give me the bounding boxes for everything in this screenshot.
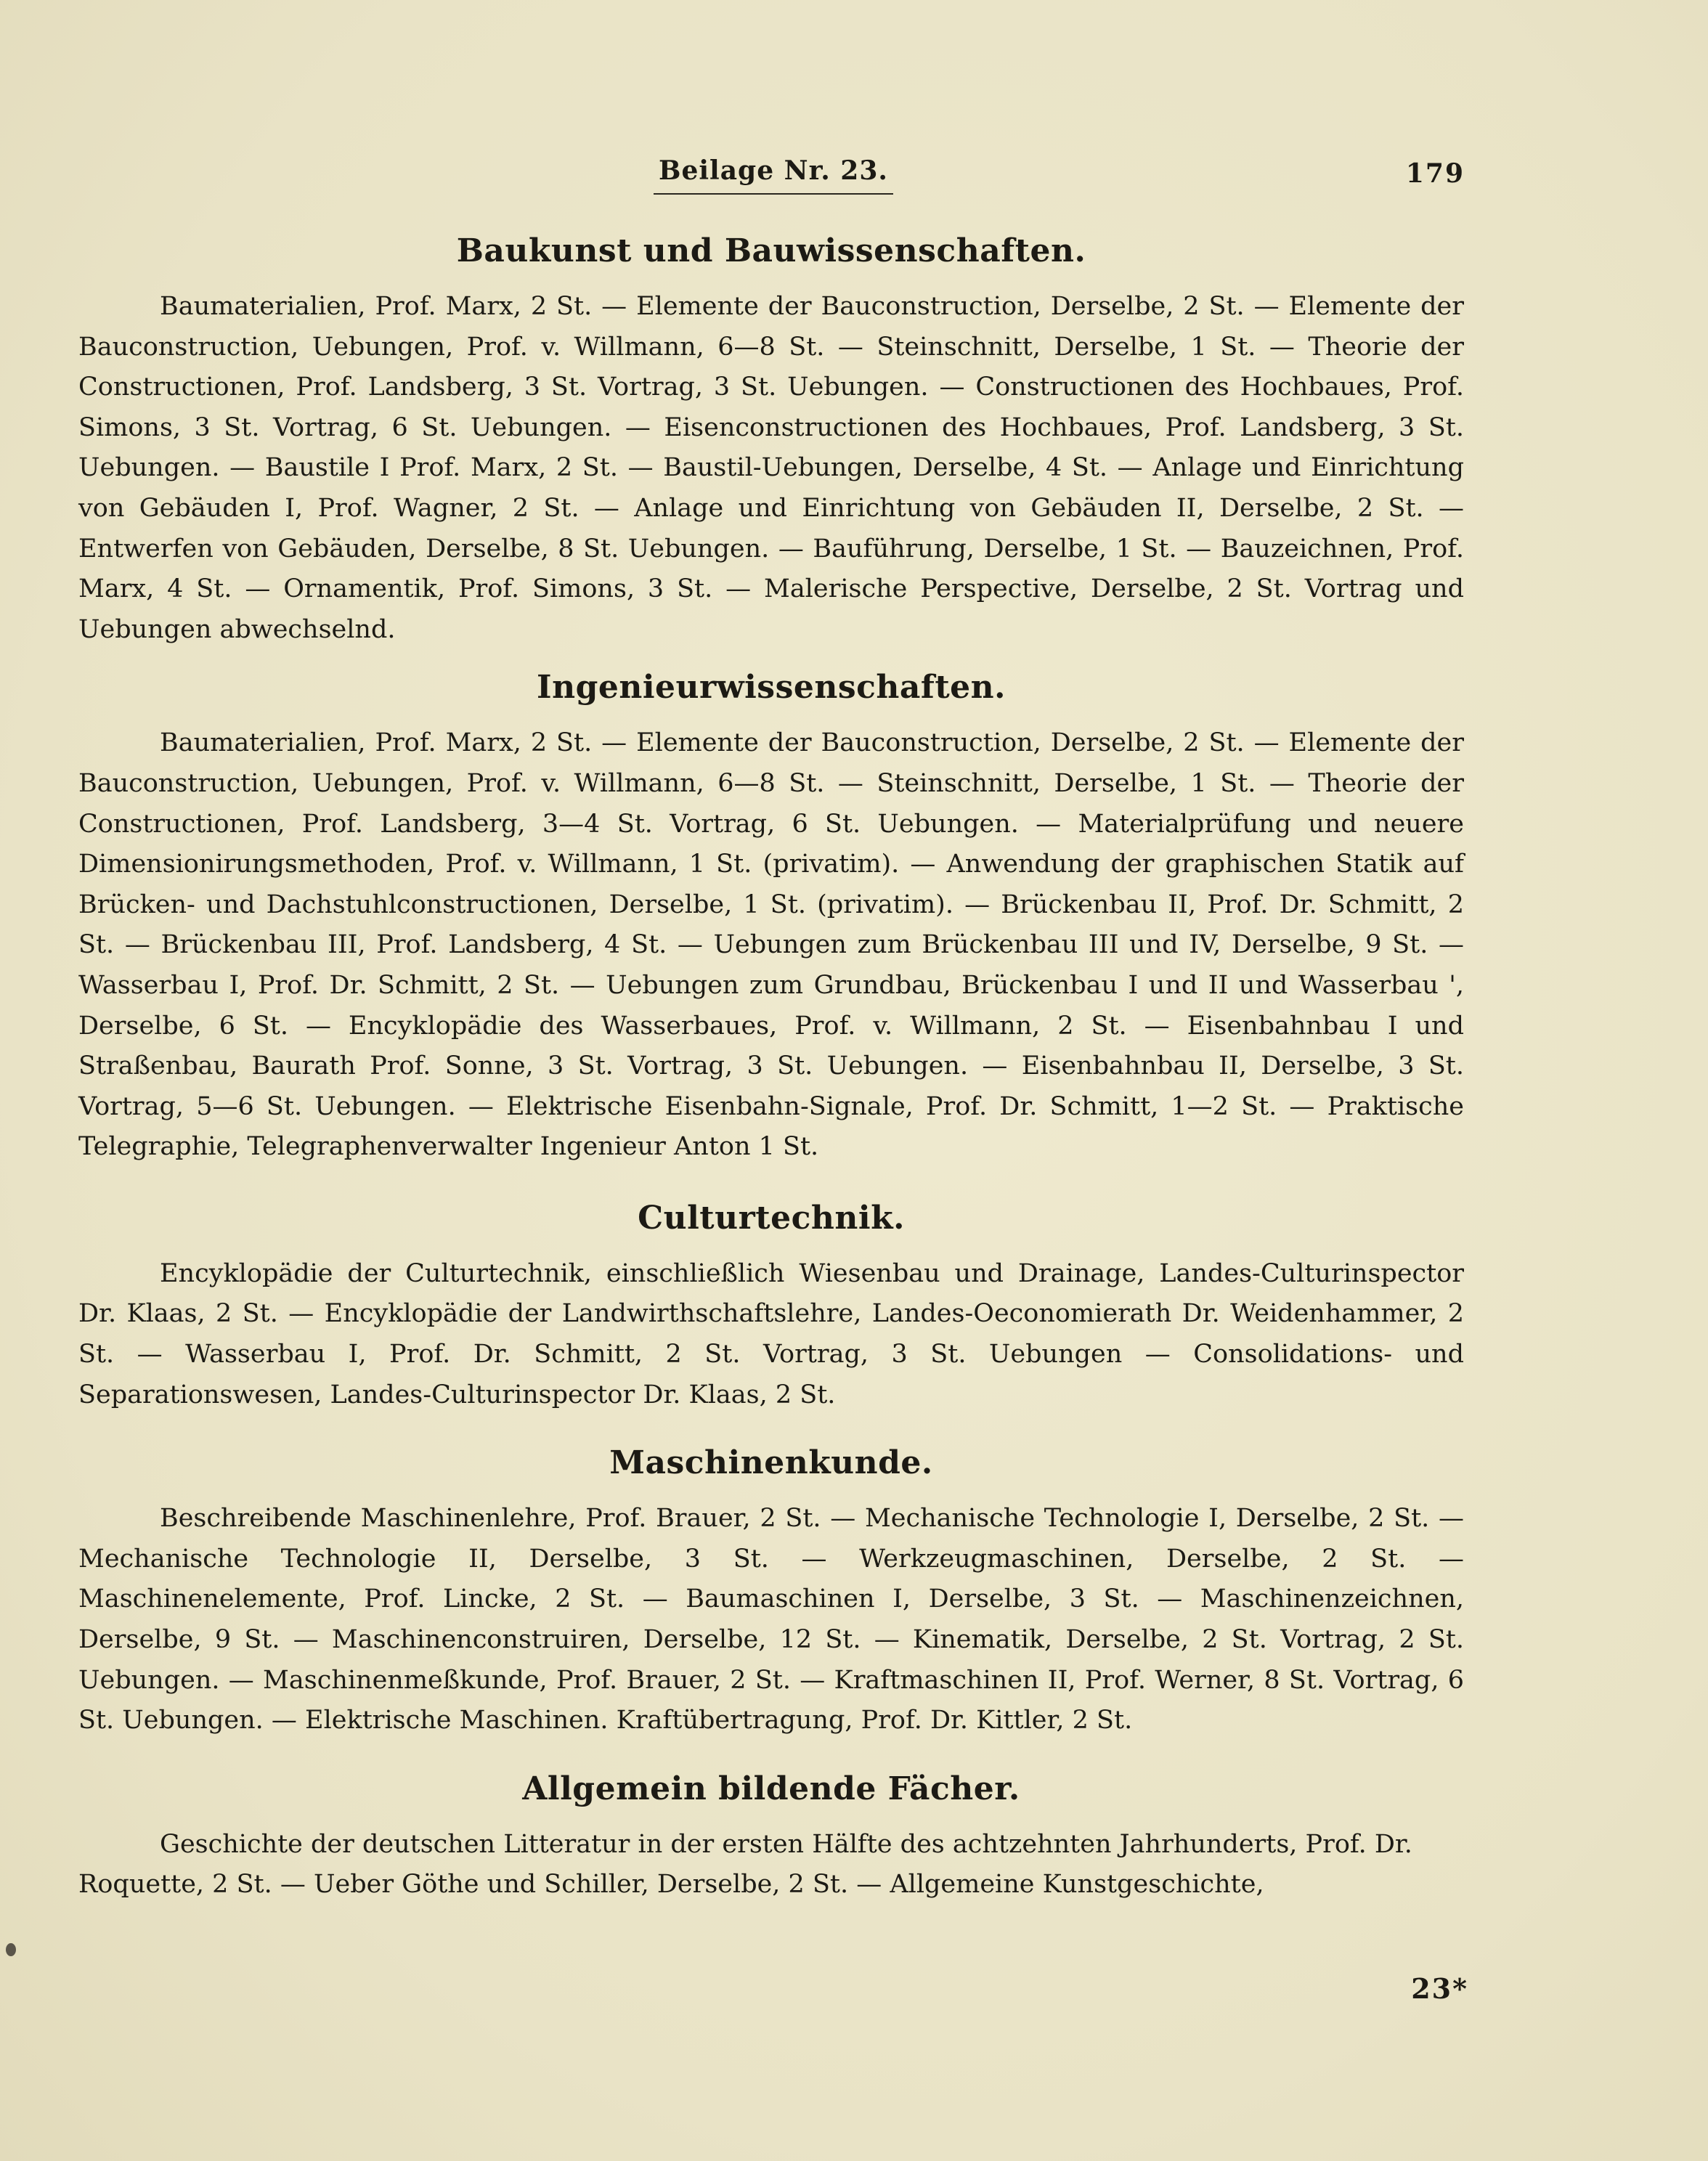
section-body: Encyklopädie der Culturtechnik, einschließlich Wiesenbau und Drainage, Landes-Culturinspector Dr. Klaas, 2 St. — Encyklopädie der Landwirthschaftslehre, Landes-Oeconomierath Dr. Weidenhammer, 2 St. — Wasserbau I, Prof. Dr. Schmitt, 2 St. Vortrag, 3 St. Uebungen — Consolidations- und Separationswesen, Landes-Culturinspector Dr. Klaas, 2 St. — [78, 1258, 1464, 1409]
section-allgemein-bildende-faecher — [78, 1770, 1464, 1905]
section-body: Beschreibende Maschinenlehre, Prof. Brauer, 2 St. — Mechanische Technologie I, Derselbe, 2 St. — Mechanische Technologie II, Derselbe, 3 St. — Werkzeugmaschinen, Derselbe, 2 St. — Maschinenelemente, Prof. Lincke, 2 St. — Baumaschinen I, Derselbe, 3 St. — Maschinenzeichnen, Derselbe, 9 St. — Maschinenconstruiren, Derselbe, 12 St. — Kinematik, Derselbe, 2 St. Vortrag, 2 St. Uebungen. — Maschinenmeßkunde, Prof. Brauer, 2 St. — Kraftmaschinen II, Prof. Werner, 8 St. Vortrag, 6 St. Uebungen. — Elektrische Maschinen. Kraftübertragung, Prof. Dr. Kittler, 2 St. — [78, 1504, 1464, 1735]
signature-mark: 23* — [1411, 1972, 1468, 2005]
title-underline — [654, 193, 893, 195]
section-heading: Baukunst und Bauwissenschaften. — [456, 232, 1086, 269]
main-content — [78, 232, 1464, 1934]
section-body: Baumaterialien, Prof. Marx, 2 St. — Elemente der Bauconstruction, Derselbe, 2 St. — Elemente der Bauconstruction, Uebungen, Prof. v. Willmann, 6—8 St. — Steinschnitt, Derselbe, 1 St. — Theorie der Constructionen, Prof. Landsberg, 3 St. Vortrag, 3 St. Uebungen. — Constructionen des Hochbaues, Prof. Simons, 3 St. Vortrag, 6 St. Uebungen. — Eisenconstructionen des Hochbaues, Prof. Landsberg, 3 St. Uebungen. — Baustile I Prof. Marx, 2 St. — Baustil-Uebungen, Derselbe, 4 St. — Anlage und Einrichtung von Gebäuden I, Prof. Wagner, 2 St. — Anlage und Einrichtung von Gebäuden II, Derselbe, 2 St. — Entwerfen von Gebäuden, Derselbe, 8 St. Uebungen. — Bauführung, Derselbe, 1 St. — Bauzeichnen, Prof. Marx, 4 St. — Ornamentik, Prof. Simons, 3 St. — Malerische Perspective, Derselbe, 2 St. Vortrag und Uebungen abwechselnd. — [78, 292, 1464, 644]
section-body: Baumaterialien, Prof. Marx, 2 St. — Elemente der Bauconstruction, Derselbe, 2 St. — Elemente der Bauconstruction, Uebungen, Prof. v. Willmann, 6—8 St. — Steinschnitt, Derselbe, 1 St. — Theorie der Constructionen, Prof. Landsberg, 3—4 St. Vortrag, 6 St. Uebungen. — Materialprüfung und neuere Dimensionirungsmethoden, Prof. v. Willmann, 1 St. (privatim). — Anwendung der graphischen Statik auf Brücken- und Dachstuhlconstructionen, Derselbe, 1 St. (privatim). — Brückenbau II, Prof. Dr. Schmitt, 2 St. — Brückenbau III, Prof. Landsberg, 4 St. — Uebungen zum Brückenbau III und IV, Derselbe, 9 St. — Wasserbau I, Prof. Dr. Schmitt, 2 St. — Uebungen zum Grundbau, Brückenbau I und II und Wasserbau ', Derselbe, 6 St. — Encyklopädie des Wasserbaues, Prof. v. Willmann, 2 St. — Eisenbahnbau I und Straßenbau, Baurath Prof. Sonne, 3 St. Vortrag, 3 St. Uebungen. — Eisenbahnbau II, Derselbe, 3 St. Vortrag, 5—6 St. Uebungen. — Elektrische Eisenbahn-Signale, Prof. Dr. Schmitt, 1—2 St. — Praktische Telegraphie, Telegraphenverwalter Ingenieur Anton 1 St. — [78, 728, 1464, 1162]
section-heading: Culturtechnik. — [638, 1199, 905, 1237]
section-baukunst — [78, 232, 1464, 650]
page-header — [0, 155, 1708, 199]
section-maschinenkunde — [78, 1444, 1464, 1741]
section-body: Geschichte der deutschen Litteratur in der ersten Hälfte des achtzehnten Jahrhunderts, Prof. Dr. Roquette, 2 St. — Ueber Göthe und Schiller, Derselbe, 2 St. — Allgemeine Kunstgeschichte, — [78, 1829, 1412, 1900]
section-heading: Allgemein bildende Fächer. — [522, 1770, 1020, 1807]
section-culturtechnik — [78, 1200, 1464, 1415]
section-heading: Maschinenkunde. — [609, 1444, 933, 1482]
paper-blemish — [6, 1943, 16, 1956]
section-ingenieurwissenschaften — [78, 669, 1464, 1168]
page-number: 179 — [1405, 158, 1465, 189]
supplement-title: Beilage Nr. 23. — [659, 155, 888, 186]
section-heading: Ingenieurwissenschaften. — [537, 669, 1006, 707]
